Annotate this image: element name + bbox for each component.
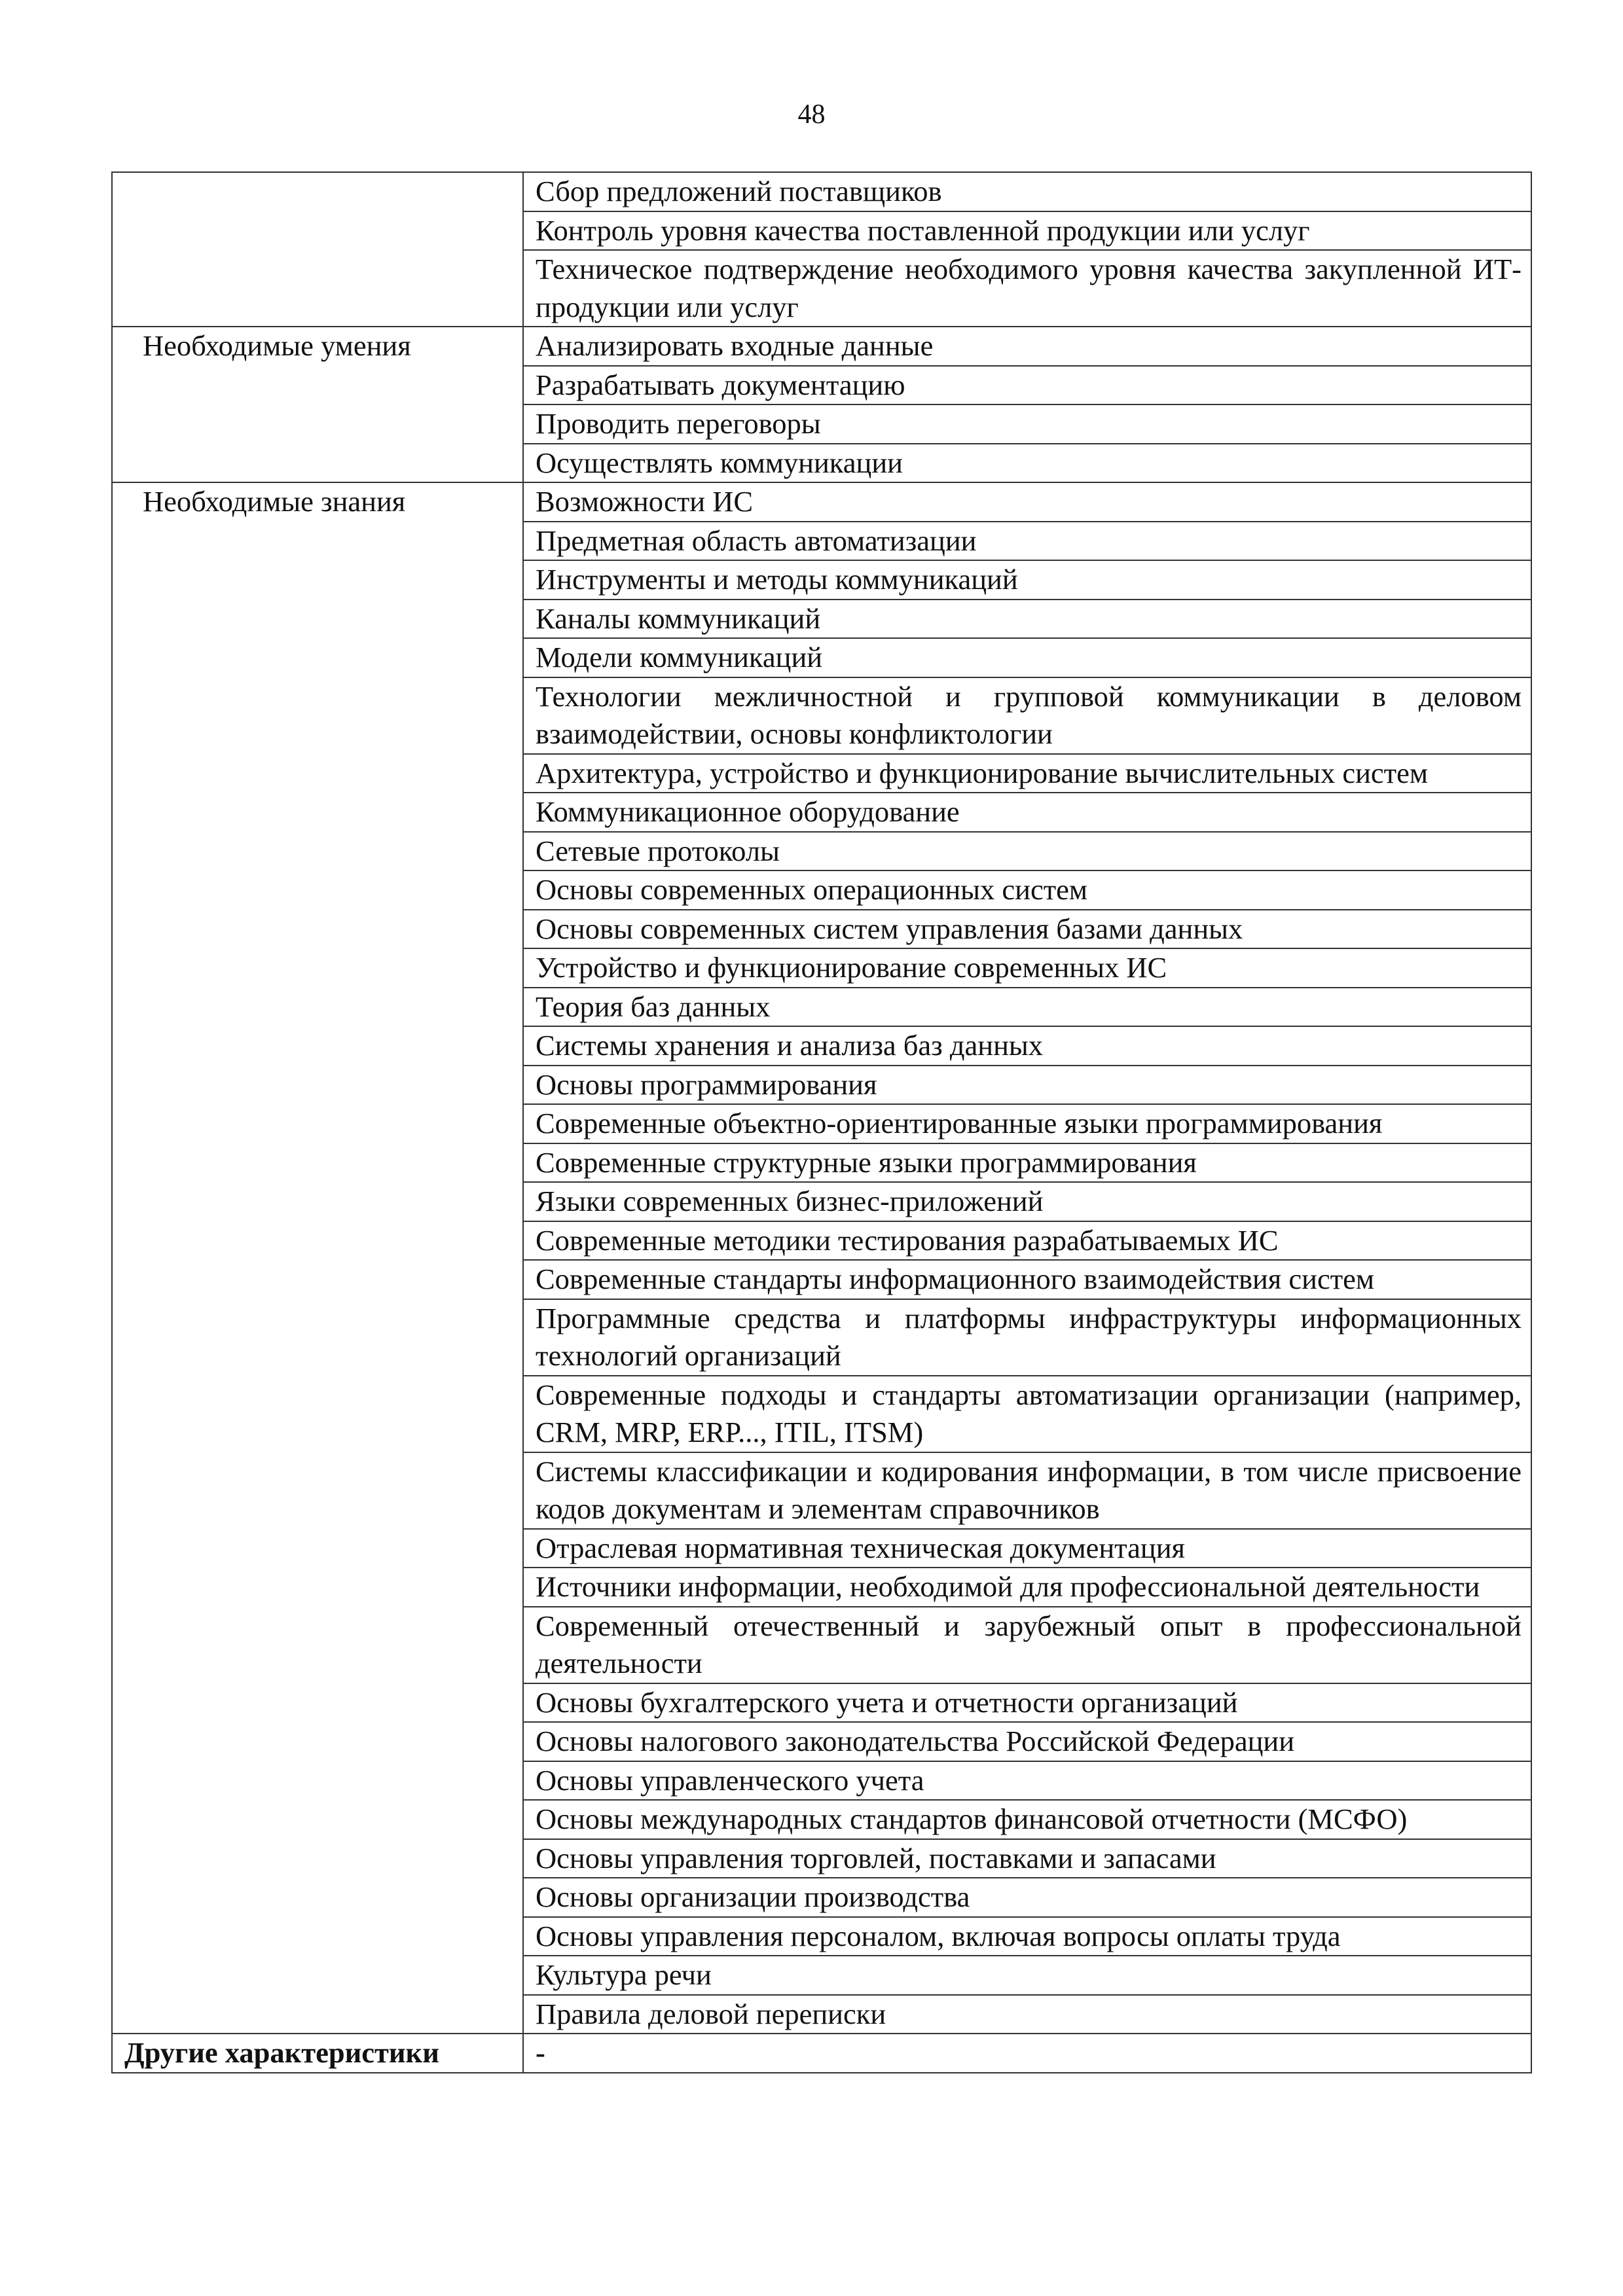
other-row xyxy=(112,2034,1531,2073)
knowledge-item: Предметная область автоматизации xyxy=(523,522,1531,561)
knowledge-item: Основы бухгалтерского учета и отчетности организаций xyxy=(523,1683,1531,1723)
other-label: Другие характеристики xyxy=(112,2034,523,2073)
skill-item: Осуществлять коммуникации xyxy=(523,444,1531,483)
knowledge-row xyxy=(112,482,1531,522)
knowledge-item: Современные методики тестирования разрабатываемых ИС xyxy=(523,1221,1531,1261)
knowledge-item: Сетевые протоколы xyxy=(523,832,1531,871)
continuation-item: Контроль уровня качества поставленной продукции или услуг xyxy=(523,211,1531,251)
knowledge-item: Современные стандарты информационного взаимодействия систем xyxy=(523,1260,1531,1299)
knowledge-item: Отраслевая нормативная техническая документация xyxy=(523,1529,1531,1568)
knowledge-item: Каналы коммуникаций xyxy=(523,600,1531,639)
knowledge-item: Архитектура, устройство и функционирование вычислительных систем xyxy=(523,754,1531,793)
continuation-row xyxy=(112,172,1531,211)
knowledge-item: Основы организации производства xyxy=(523,1878,1531,1917)
skill-item: Анализировать входные данные xyxy=(523,327,1531,366)
knowledge-item: Основы программирования xyxy=(523,1066,1531,1105)
knowledge-item: Основы управленческого учета xyxy=(523,1761,1531,1801)
knowledge-item: Основы современных операционных систем xyxy=(523,870,1531,910)
competency-table-body xyxy=(112,172,1531,2073)
knowledge-item: Правила деловой переписки xyxy=(523,1995,1531,2034)
knowledge-item: Основы управления персоналом, включая вопросы оплаты труда xyxy=(523,1917,1531,1956)
knowledge-item: Культура речи xyxy=(523,1956,1531,1995)
knowledge-item: Основы управления торговлей, поставками и запасами xyxy=(523,1839,1531,1878)
skills-label: Необходимые умения xyxy=(112,327,523,482)
other-value: - xyxy=(523,2034,1531,2073)
knowledge-item: Современные подходы и стандарты автоматизации организации (например, CRM, MRP, ERP..., ITIL, ITSM) xyxy=(523,1376,1531,1452)
continuation-item: Техническое подтверждение необходимого уровня качества закупленной ИТ-продукции или услуг xyxy=(523,250,1531,327)
knowledge-item: Системы хранения и анализа баз данных xyxy=(523,1026,1531,1066)
continuation-item: Сбор предложений поставщиков xyxy=(523,172,1531,211)
knowledge-item: Основы современных систем управления базами данных xyxy=(523,910,1531,949)
knowledge-item: Основы налогового законодательства Российской Федерации xyxy=(523,1722,1531,1761)
knowledge-item: Устройство и функционирование современных ИС xyxy=(523,948,1531,988)
knowledge-item: Технологии межличностной и групповой коммуникации в деловом взаимодействии, основы конфликтологии xyxy=(523,677,1531,754)
knowledge-item: Инструменты и методы коммуникаций xyxy=(523,560,1531,600)
knowledge-item: Современные структурные языки программирования xyxy=(523,1143,1531,1183)
knowledge-item: Возможности ИС xyxy=(523,482,1531,522)
knowledge-item: Основы международных стандартов финансовой отчетности (МСФО) xyxy=(523,1800,1531,1839)
knowledge-item: Современный отечественный и зарубежный опыт в профессиональной деятельности xyxy=(523,1607,1531,1683)
skill-item: Проводить переговоры xyxy=(523,404,1531,444)
knowledge-item: Языки современных бизнес-приложений xyxy=(523,1182,1531,1221)
page-number: 48 xyxy=(797,99,826,130)
continuation-label-cell xyxy=(112,172,523,327)
knowledge-label: Необходимые знания xyxy=(112,482,523,2034)
knowledge-item: Современные объектно-ориентированные языки программирования xyxy=(523,1104,1531,1143)
knowledge-item: Модели коммуникаций xyxy=(523,638,1531,677)
competency-table xyxy=(111,171,1532,2073)
knowledge-item: Системы классификации и кодирования информации, в том числе присвоение кодов документам и элементам справочников xyxy=(523,1452,1531,1529)
knowledge-item: Теория баз данных xyxy=(523,988,1531,1027)
skill-item: Разрабатывать документацию xyxy=(523,366,1531,405)
knowledge-item: Источники информации, необходимой для профессиональной деятельности xyxy=(523,1568,1531,1607)
knowledge-item: Коммуникационное оборудование xyxy=(523,793,1531,832)
knowledge-item: Программные средства и платформы инфраструктуры информационных технологий организаций xyxy=(523,1299,1531,1376)
skills-row xyxy=(112,327,1531,366)
